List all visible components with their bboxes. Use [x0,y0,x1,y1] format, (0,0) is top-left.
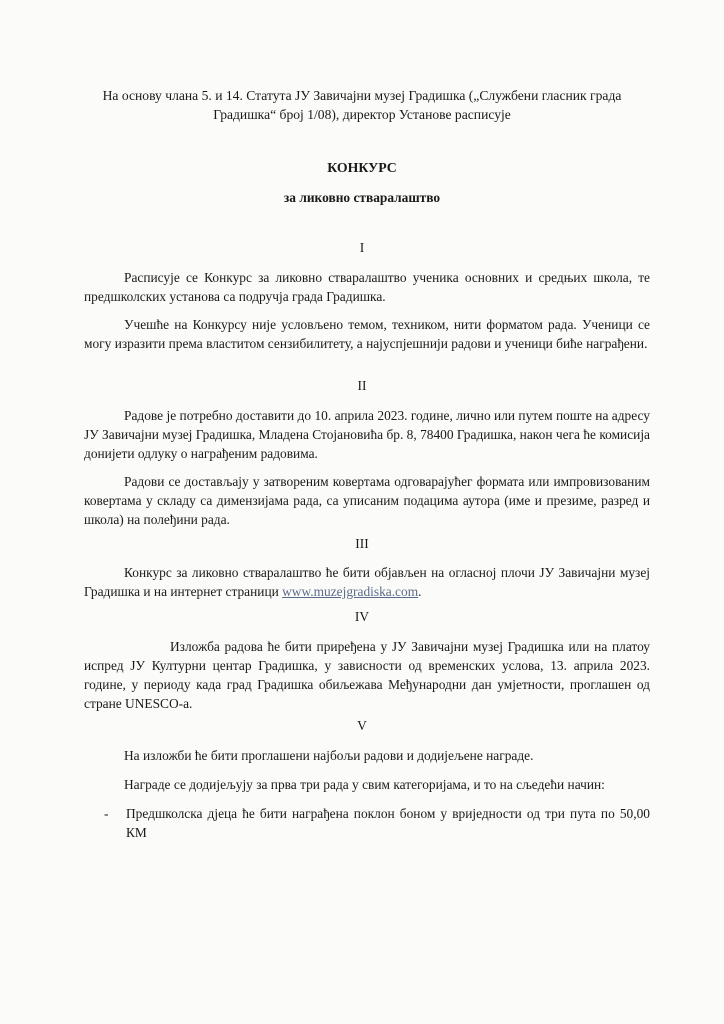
section-numeral-3: III [355,536,369,551]
section-2-paragraph-1: Радове је потребно доставити до 10. априла 2023. године, лично или путем поште на адресу ЈУ Завичајни музеј Градишка, Младена Стојановића бр. 8, 78400 Градишка, након чега ће комисија донијети одлуку о награђеним радовима. [84,408,650,461]
section-1-paragraph-2: Учешће на Конкурсу није условљено темом, техником, нити форматом рада. Ученици се могу изразити према властитом сензибилитету, а најуспјешнији радови и ученици биће награђени. [84,317,650,351]
section-numeral-2: II [357,378,367,393]
bullet-item [84,804,650,842]
bullet-dash: - [104,806,109,821]
website-link[interactable]: www.muzejgradiska.com [282,584,419,599]
intro-line-1: На основу члана 5. и 14. Статута ЈУ Завичајни музеј Градишка („Службени гласник града [102,88,622,103]
section-1-paragraph-1: Расписује се Конкурс за ликовно стваралаштво ученика основних и средњих школа, те предшколских установа са подручја града Градишка. [84,270,650,304]
section-3-text: Конкурс за ликовно стваралаштво ће бити објављен на огласној плочи ЈУ Завичајни музеј Градишка и на интернет страници [84,565,650,599]
section-3-paragraph [84,563,650,601]
section-numeral-5: V [357,718,367,733]
section-5-paragraph-2: Награде се додијељују за прва три рада у свим категоријама, и то на сљедећи начин: [124,777,605,792]
intro-paragraph [60,86,664,124]
document-title: КОНКУРС [327,160,397,175]
section-5-paragraph-1: На изложби ће бити проглашени најбољи радови и додијељене награде. [124,748,534,763]
section-3-period: . [418,584,422,599]
document-subtitle: за ликовно стваралаштво [283,190,441,205]
bullet-text: Предшколска дјеца ће бити награђена поклон боном у вриједности од три пута по 50,00 КМ [126,806,650,840]
section-2-paragraph-2: Радови се достављају у затвореним ковертама одговарајућег формата или импровизованим ковертама у складу са димензијама рада, са уписаним подацима аутора (име и презиме, разред и школа) на полеђини рада. [84,474,650,527]
section-numeral-1: I [359,240,365,255]
section-4-paragraph: Изложба радова ће бити приређена у ЈУ Завичајни музеј Градишка или на платоу испред ЈУ Културни центар Градишка, у зависности од временских услова, 13. априла 2023. године, у периоду када град Градишка обиљежава Међународни дан умјетности, проглашен од стране UNESCO-а. [84,639,650,711]
section-numeral-4: IV [354,609,370,624]
intro-line-2: Градишка“ број 1/08), директор Установе расписује [213,107,511,122]
